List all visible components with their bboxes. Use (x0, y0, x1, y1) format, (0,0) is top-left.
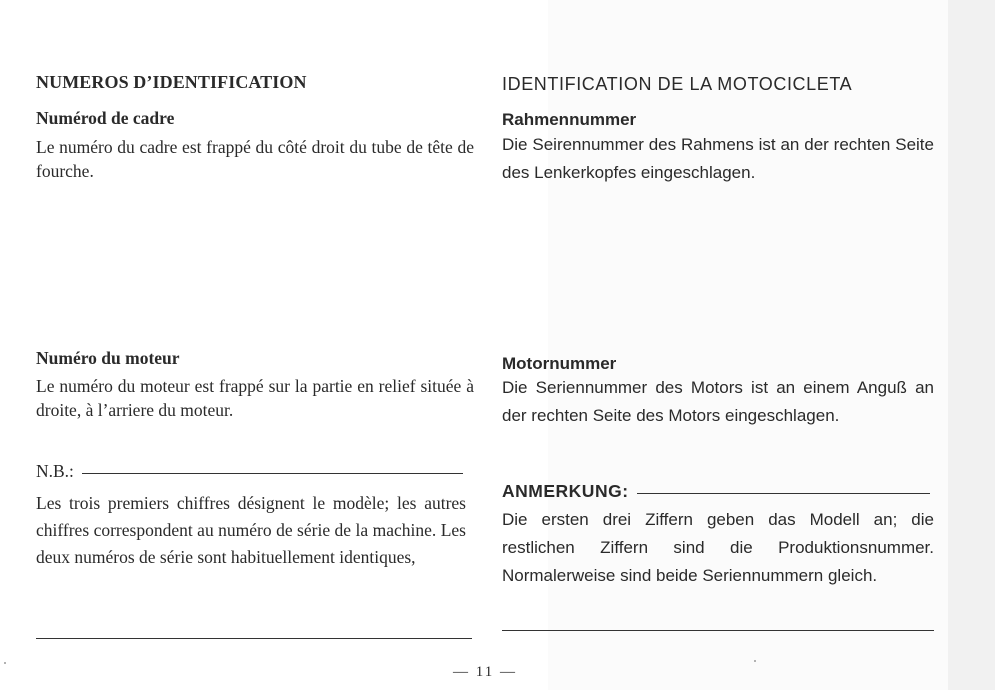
french-note-rule (82, 473, 463, 474)
german-engine-heading: Motornummer (502, 354, 617, 373)
french-note-end-rule (36, 638, 472, 639)
page-number: — 11 — (453, 664, 517, 680)
french-note-text: Les trois premiers chiffres désignent le modèle; les autres chiffres correspondent au numéro de série de la machine. Les deux numéros de série sont habituellement identiques, (36, 493, 466, 567)
german-note-label: ANMERKUNG: (502, 481, 629, 501)
french-engine-heading: Numéro du moteur (36, 348, 180, 368)
german-frame-heading: Rahmennummer (502, 110, 637, 129)
french-frame-text: Le numéro du cadre est frappé du côté droit du tube de tête de fourche. (36, 137, 474, 181)
french-section-title: NUMEROS D’IDENTIFICATION (36, 72, 307, 92)
german-note-end-rule (502, 630, 934, 631)
scan-speck (4, 662, 6, 664)
scan-speck (754, 660, 756, 662)
german-note-text: Die ersten drei Ziffern geben das Modell an; die restlichen Ziffern sind die Produktionsnummer. Normalerweise sind beide Seriennummern gleich. (502, 510, 934, 585)
french-frame-heading: Numérod de cadre (36, 108, 175, 128)
german-frame-text: Die Seirennummer des Rahmens ist an der rechten Seite des Lenkerkopfes eingeschlagen. (502, 135, 934, 182)
german-engine-text: Die Seriennummer des Motors ist an einem Anguß an der rechten Seite des Motors eingeschlagen. (502, 378, 934, 425)
german-note-rule (637, 493, 930, 494)
page-edge-strip (948, 0, 995, 690)
french-note-header (36, 461, 463, 482)
french-engine-text: Le numéro du moteur est frappé sur la partie en relief située à droite, à l’arriere du moteur. (36, 376, 474, 420)
french-note-label: N.B.: (36, 461, 74, 481)
german-note-header (502, 481, 930, 502)
german-section-title: IDENTIFICATION DE LA MOTOCICLETA (502, 74, 853, 94)
